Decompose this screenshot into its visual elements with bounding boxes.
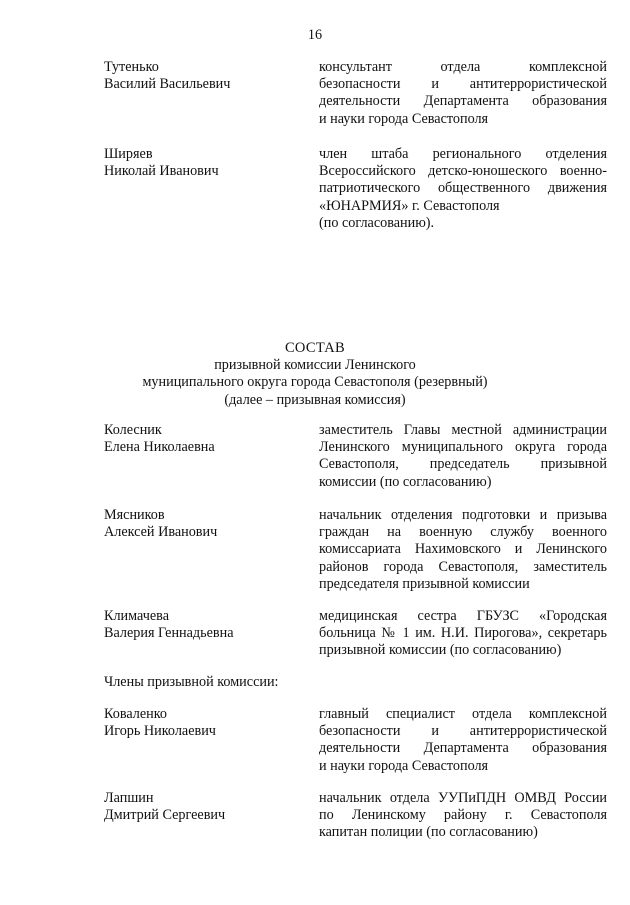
person-name [104, 608, 304, 642]
heading-title: СОСТАВ [284, 340, 346, 356]
person-role [319, 608, 607, 660]
person-role [319, 59, 607, 128]
surname: Колесник [104, 422, 162, 438]
role-line: медицинская сестра ГБУЗС «Городская [319, 608, 607, 624]
role-line: призывной комиссии (по согласованию) [319, 642, 562, 659]
role-line: деятельности Департамента образования [319, 740, 607, 757]
role-line: заместитель Главы местной администрации [319, 422, 607, 438]
given-names: Дмитрий Сергеевич [104, 807, 226, 824]
role-line: консультант отдела комплексной [319, 59, 607, 75]
surname: Коваленко [104, 706, 168, 722]
page-number: 16 [307, 27, 323, 43]
heading-line: (далее – призывная комиссия) [224, 391, 406, 408]
role-line: председателя призывной комиссии [319, 575, 530, 592]
person-role [319, 422, 607, 491]
person-name [104, 507, 304, 541]
section-heading [0, 340, 630, 409]
given-names: Елена Николаевна [104, 439, 215, 456]
person-name [104, 59, 304, 93]
person-role [319, 706, 607, 775]
person-name [104, 146, 304, 180]
role-line: по Ленинскому району г. Севастополя [319, 807, 607, 824]
role-line: безопасности и антитеррористической [319, 723, 607, 740]
surname: Ширяев [104, 146, 153, 162]
role-line: начальник отдела УУПиПДН ОМВД России [319, 790, 607, 806]
role-line: Севастополя, председатель призывной [319, 456, 607, 473]
given-names: Николай Иванович [104, 163, 219, 180]
role-line: член штаба регионального отделения [319, 146, 607, 162]
role-line: граждан на военную службу военного [319, 524, 607, 541]
role-line: «ЮНАРМИЯ» г. Севастополя [319, 197, 500, 214]
person-name [104, 422, 304, 456]
person-role [319, 146, 607, 232]
role-line: безопасности и антитеррористической [319, 76, 607, 93]
role-line: районов города Севастополя, заместитель [319, 558, 607, 575]
person-name [104, 706, 304, 740]
role-line: комиссариата Нахимовского и Ленинского [319, 541, 607, 558]
given-names: Василий Васильевич [104, 76, 231, 93]
role-line: патриотического общественного движения [319, 180, 607, 197]
role-line: и науки города Севастополя [319, 757, 489, 774]
role-line: (по согласованию). [319, 214, 435, 231]
role-line: комиссии (по согласованию) [319, 473, 492, 490]
members-label: Члены призывной комиссии: [104, 674, 279, 690]
role-line: Ленинского муниципального округа города [319, 439, 607, 456]
person-role [319, 507, 607, 593]
role-line: деятельности Департамента образования [319, 93, 607, 110]
role-line: больница № 1 им. Н.И. Пирогова», секретарь [319, 625, 607, 642]
given-names: Игорь Николаевич [104, 723, 216, 740]
person-role [319, 790, 607, 842]
role-line: начальник отделения подготовки и призыва [319, 507, 607, 523]
role-line: Всероссийского детско-юношеского военно- [319, 163, 607, 180]
role-line: капитан полиции (по согласованию) [319, 824, 538, 841]
surname: Мясников [104, 507, 165, 523]
surname: Климачева [104, 608, 169, 624]
given-names: Алексей Иванович [104, 524, 218, 541]
person-name [104, 790, 304, 824]
heading-line: муниципального округа города Севастополя (резервный) [142, 374, 488, 391]
role-line: и науки города Севастополя [319, 110, 489, 127]
given-names: Валерия Геннадьевна [104, 625, 234, 642]
surname: Лапшин [104, 790, 154, 806]
heading-line: призывной комиссии Ленинского [214, 357, 416, 374]
surname: Тутенько [104, 59, 159, 75]
role-line: главный специалист отдела комплексной [319, 706, 607, 722]
